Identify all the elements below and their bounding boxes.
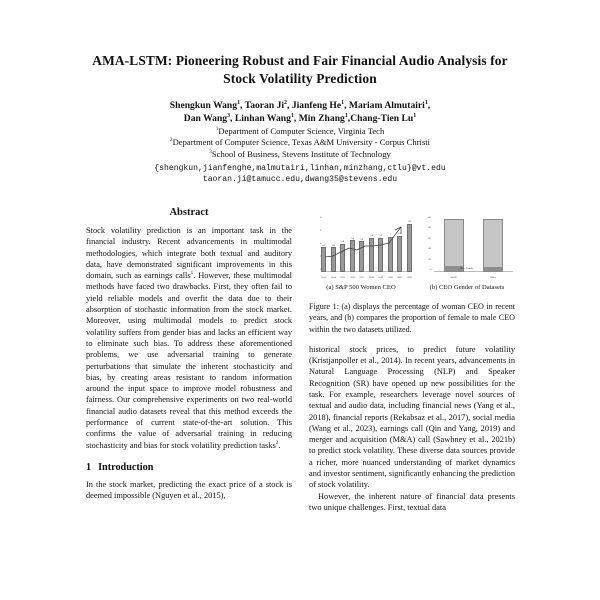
chart-a-yaxis xyxy=(309,217,321,272)
affiliation-line: $^1$Department of Computer Science, Virginia Tech xyxy=(215,125,385,136)
x-tick-label: 2022 xyxy=(407,276,412,280)
section-heading-introduction xyxy=(86,462,292,473)
stacked-bar xyxy=(444,219,464,272)
bar-column xyxy=(330,219,336,280)
x-tick-label: 2013 xyxy=(321,276,326,280)
author-affiliation-marker: 3 xyxy=(227,112,231,119)
abstract-text-mid: . However, these multimodal methods have faced two drawbacks. First, they often fail to yield reliable models and overfit the data due to their absorption of stochastic information from the stock market. Moreover, using multimodal models to predict stock volatility suffers from gender bias and lacks an efficient way to eliminate such bias. To address these aforementioned problems, we use adversarial training to generate perturbations that simulate the inherent stochasticity and bias, by creating areas resistant to random information around the input space to improve model robustness and fairness. Our comprehensive experiments on two real-world financial audio datasets reveal that this method exceeds the performance of current state-of-the-art solution. This confirms the value of adversarial training in reducing stochasticity and bias for stock volatility prediction tasks xyxy=(86,271,292,450)
bar-column xyxy=(340,219,345,280)
bar xyxy=(321,243,326,272)
stacked-bar xyxy=(483,219,503,272)
chart-b-plot xyxy=(419,217,515,281)
y-tick-label: 6 xyxy=(319,229,321,233)
author-affiliation-marker: 1 xyxy=(290,112,294,119)
y-tick-label: 8 xyxy=(319,216,321,219)
abstract-heading: Abstract xyxy=(169,207,209,218)
author-name: Shengkun Wang xyxy=(169,99,238,111)
x-tick-label: 2019 xyxy=(378,276,384,280)
footnote-marker-1: 1 xyxy=(190,270,194,277)
bar-segment-female xyxy=(484,267,502,271)
author-line-2: Dan Wang$^3$, Linhan Wang$^1$, Min Zhang$^1$,Chang-Tien Lu$^1$ xyxy=(183,112,417,124)
email-line: {shengkun,jianfenghe,malmutairi,linhan,minzhang,ctlu}@vt.edu xyxy=(154,163,446,173)
bar-value-label: 5.4 xyxy=(350,236,354,240)
bar-value-label: 5.2 xyxy=(360,238,364,241)
author-name: Dan Wang xyxy=(183,112,228,124)
bar xyxy=(397,236,402,273)
author-line-1: Shengkun Wang$^1$, Taoran Ji$^2$, Jianfeng He$^1$, Mariam Almutairi$^1$, xyxy=(169,99,431,111)
bar-segment-male xyxy=(484,220,502,267)
right-column-paragraph-1: historical stock prices, to predict future volatility (Kristjanpoller et al., 2014). In recent years, advancements in Natural Language Processing (NLP) and Speaker Recognition (SR) have opened up new possibilities for the task. For example, researchers leverage novel sources of textual and audio data, including financial news (Yang et al., 2018), financial reports (Rekabsaz et al., 2017), social media (Wang et al., 2023), earnings call (Qin and Yang, 2019) and merger and acquisition (M&A) call (Sawhney et al., 2021b) to predict stock volatility. These diverse data sources provide a richer, more nuanced understanding of market dynamics and investor sentiment, significantly enhancing the prediction of stock volatility. xyxy=(309,344,515,490)
affiliation-line: $^2$Department of Computer Science, Texas A&M University - Corpus Christi xyxy=(169,137,431,148)
x-tick-label: M&A xyxy=(490,276,496,280)
bar-segment-male xyxy=(445,220,463,266)
x-tick-label: 2015 xyxy=(340,276,345,280)
bar-value-label: 8.2 xyxy=(407,220,411,224)
x-tick-label: 2016 xyxy=(349,276,355,280)
intro-paragraph-1: In the stock market, predicting the exact price of a stock is deemed impossible (Nguyen et al., 2015), xyxy=(86,479,292,501)
subcaption-b: (b) CEO Gender of Datasets xyxy=(429,284,505,291)
author-affiliation-marker: 2 xyxy=(284,99,288,106)
author-name: Min Zhang xyxy=(298,112,345,124)
x-tick-label: MAEC xyxy=(450,276,458,280)
abstract-paragraph xyxy=(86,225,292,451)
subcaption-a: (a) S&P 500 Women CEO xyxy=(326,284,396,291)
x-tick-label: 2014 xyxy=(330,276,336,280)
subcaption-row xyxy=(309,284,515,291)
bar-column xyxy=(319,216,326,280)
author-name: Jianfeng He xyxy=(291,99,342,111)
y-tick-label: 80 xyxy=(428,226,431,230)
chart-a-plot xyxy=(309,217,413,281)
bar-column xyxy=(397,219,403,280)
affiliation-marker: 3 xyxy=(209,148,212,155)
y-tick-label: 100 xyxy=(427,216,431,219)
figure-1 xyxy=(309,207,515,335)
bar xyxy=(359,238,364,272)
bar-column xyxy=(388,219,393,280)
email-block xyxy=(86,163,514,185)
right-column-paragraph-2: However, the inherent nature of financial data presents two unique challenges. First, textual data xyxy=(309,491,515,512)
y-tick-label: 20 xyxy=(428,258,431,261)
author-list xyxy=(86,99,514,125)
bar xyxy=(388,237,393,272)
subfigure-a xyxy=(309,217,413,281)
bar-column xyxy=(444,219,464,280)
bar-column xyxy=(483,219,503,280)
x-tick-label: 2018 xyxy=(368,276,374,280)
bar xyxy=(331,243,336,272)
bar-column xyxy=(349,219,355,280)
chart-b-legend: Male Female xyxy=(460,267,474,270)
body-columns xyxy=(86,207,514,600)
left-column xyxy=(86,207,292,600)
right-column xyxy=(309,207,515,600)
bar-value-label: 4.8 xyxy=(341,240,345,244)
bar-column xyxy=(378,219,384,280)
author-affiliation-marker: 1 xyxy=(237,99,241,106)
bar xyxy=(369,238,374,272)
x-tick-label: 2021 xyxy=(397,276,403,280)
section-number: 1 xyxy=(86,461,92,473)
y-tick-label: 4 xyxy=(319,242,321,246)
email-line: taoran.ji@tamucc.edu,dwang35@stevens.edu xyxy=(202,175,398,185)
y-tick-label: 60 xyxy=(428,237,431,240)
title-block xyxy=(86,0,514,185)
affiliation-line: $^3$School of Business, Stevens Institute of Technology xyxy=(209,148,391,159)
author-affiliation-marker: 1 xyxy=(344,112,348,119)
chart-b-yaxis xyxy=(419,217,431,272)
author-name: Taoran Ji xyxy=(244,99,285,111)
page-title: AMA-LSTM: Pioneering Robust and Fair Financial Audio Analysis for Stock Volatility Prediction xyxy=(92,53,508,86)
bar-value-label: 5.8 xyxy=(369,234,373,238)
footnote-marker-2: 2 xyxy=(275,439,279,446)
bar-value-label: 5.8 xyxy=(379,234,383,238)
bar xyxy=(378,238,383,272)
affiliation-marker: 2 xyxy=(169,137,173,144)
bar-value-label: 4.2 xyxy=(322,243,326,247)
section-title: Introduction xyxy=(98,461,154,473)
chart-a-bars xyxy=(319,216,412,280)
bar-value-label: 6 xyxy=(389,233,391,236)
author-affiliation-marker: 1 xyxy=(424,99,428,106)
bar xyxy=(350,236,355,272)
author-affiliation-marker: 1 xyxy=(413,112,417,119)
author-affiliation-marker: 1 xyxy=(341,99,345,106)
x-tick-label: 2017 xyxy=(359,276,365,280)
figure-caption: Figure 1: (a) displays the percentage of woman CEO in recent years, and (b) compares the proportion of female to male CEO within the two datasets utilized. xyxy=(309,302,515,334)
bar-value-label: 6.2 xyxy=(398,232,402,235)
bar xyxy=(340,244,345,272)
bar-column xyxy=(368,219,374,280)
subfigure-b xyxy=(419,217,515,281)
bar-value-label: 4.2 xyxy=(331,243,335,247)
bar-column xyxy=(407,219,412,280)
y-tick-label: 0 xyxy=(429,268,431,272)
author-name: Chang-Tien Lu xyxy=(350,112,414,124)
x-tick-label: 2020 xyxy=(388,276,393,280)
author-name: Mariam Almutairi xyxy=(348,99,425,111)
bar xyxy=(407,224,412,272)
author-name: Linhan Wang xyxy=(234,112,291,124)
chart-b-bars xyxy=(434,219,513,280)
abstract-text-pre: Stock volatility prediction is an important task in the financial industry. Recent advancements in multimodal methodologies, which integrate both textual and auditory data, have demonstrated significant improvements in this domain, such as earnings calls xyxy=(86,226,292,281)
abstract-text-post: . xyxy=(278,440,281,450)
subfigure-row xyxy=(309,207,515,281)
y-tick-label: 40 xyxy=(428,247,431,251)
bar-column xyxy=(359,219,365,280)
affiliation-list xyxy=(86,126,514,160)
affiliation-marker: 1 xyxy=(215,126,219,133)
